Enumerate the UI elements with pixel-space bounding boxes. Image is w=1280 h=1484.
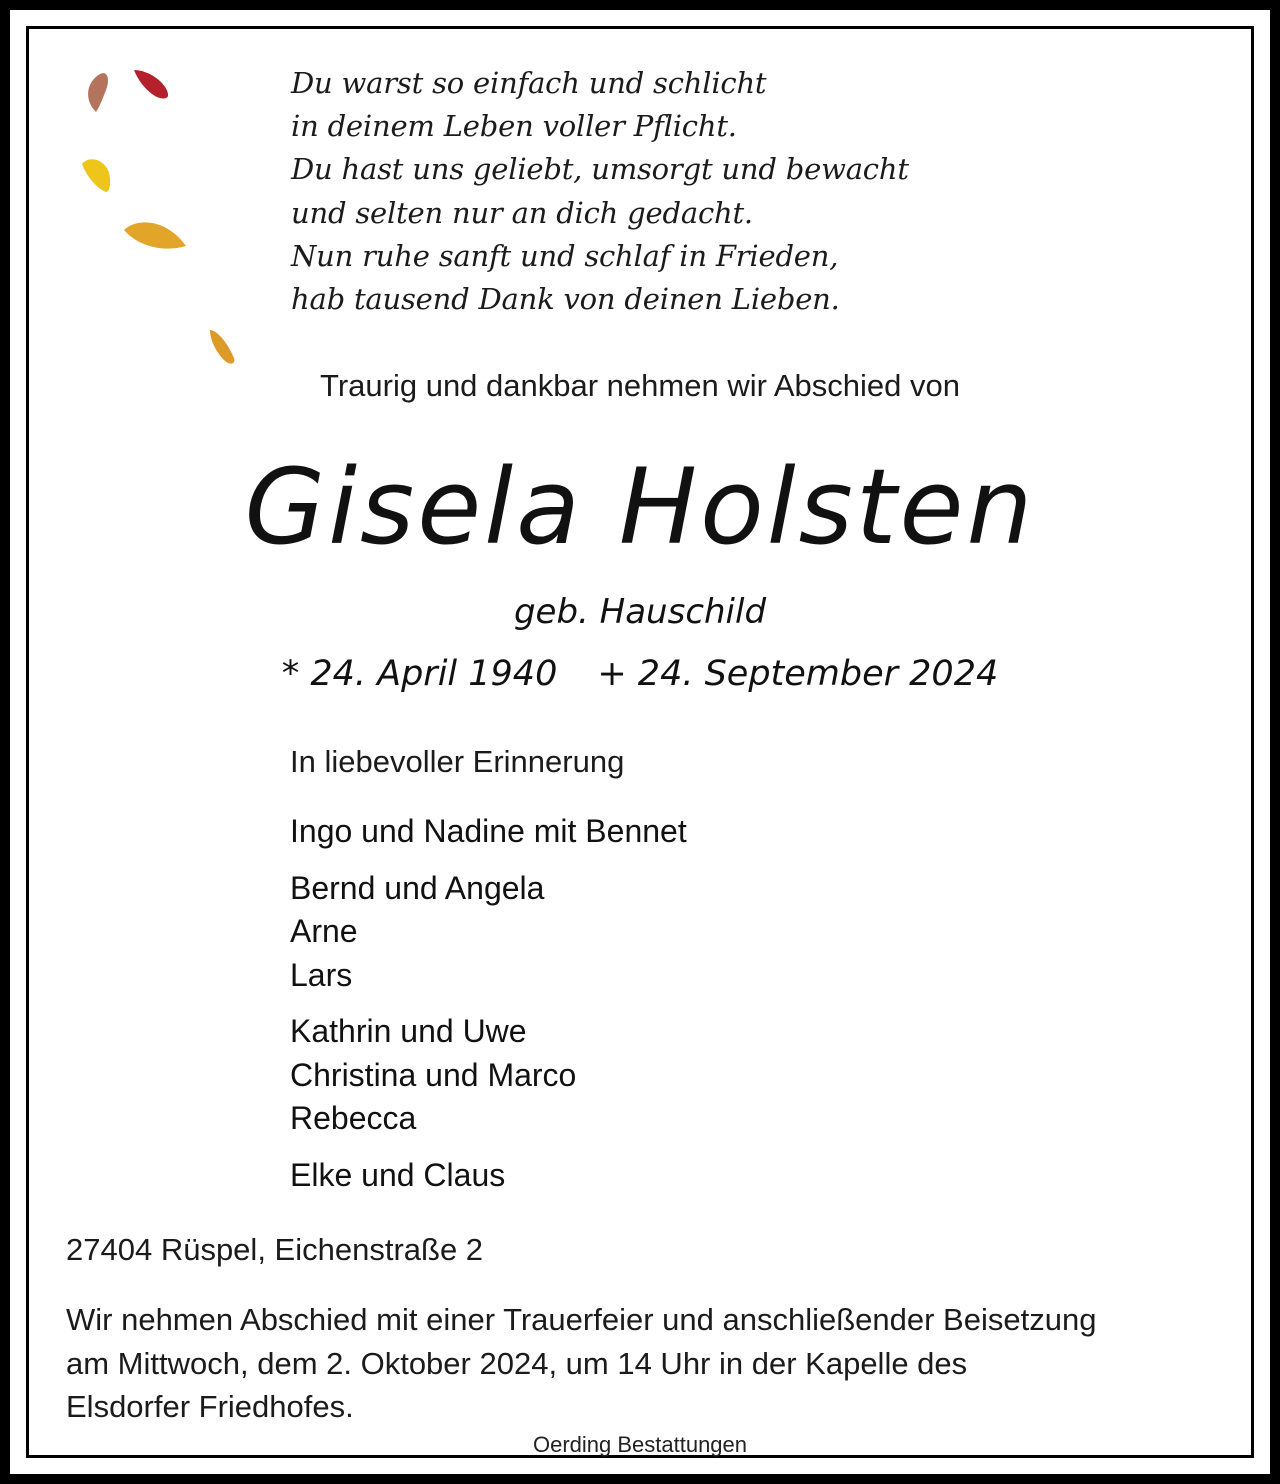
family-member: Ingo und Nadine mit Bennet xyxy=(290,813,687,849)
maiden-name: geb. Hauschild xyxy=(513,592,767,632)
leaf-brown-icon xyxy=(88,73,108,112)
birth-date: * 24. April 1940 xyxy=(281,654,558,694)
family-member: Lars xyxy=(290,956,353,993)
poem-line: und selten nur an dich gedacht. xyxy=(291,195,753,230)
service-line: Wir nehmen Abschied mit einer Trauerfeier und anschließender Beisetzung xyxy=(66,1302,1097,1337)
leaf-orange-icon xyxy=(124,222,186,248)
family-member: Arne xyxy=(290,913,358,949)
falling-leaves-decoration xyxy=(70,60,260,380)
undertaker-credit: Oerding Bestattungen xyxy=(532,1432,748,1457)
life-dates xyxy=(0,654,1280,694)
service-announcement xyxy=(66,1298,1226,1429)
poem-line: in deinem Leben voller Pflicht. xyxy=(291,109,737,144)
leaf-yellow-icon xyxy=(82,159,110,192)
service-line: am Mittwoch, dem 2. Oktober 2024, um 14 Uhr in der Kapelle des xyxy=(66,1345,968,1381)
poem-line: Du hast uns geliebt, umsorgt und bewacht xyxy=(291,152,909,187)
death-date: + 24. September 2024 xyxy=(597,654,999,694)
leaf-red-icon xyxy=(134,70,168,99)
poem-line: Du warst so einfach und schlicht xyxy=(291,66,767,100)
family-member: Elke und Claus xyxy=(290,1156,506,1193)
service-line: Elsdorfer Friedhofes. xyxy=(66,1389,354,1424)
intro-text-content: Traurig und dankbar nehmen wir Abschied von xyxy=(320,368,960,403)
family-member: Kathrin und Uwe xyxy=(290,1013,527,1049)
deceased-name: Gisela Holsten xyxy=(244,446,1036,568)
family-group xyxy=(290,1154,687,1198)
family-list xyxy=(290,810,687,1210)
family-group xyxy=(290,810,687,854)
family-member: Rebecca xyxy=(290,1100,417,1136)
leaf-amber-icon xyxy=(210,330,234,364)
family-group xyxy=(290,1010,687,1141)
poem xyxy=(291,62,909,321)
intro-text xyxy=(0,368,1280,404)
family-group xyxy=(290,867,687,998)
memory-line: In liebevoller Erinnerung xyxy=(290,744,625,779)
poem-line: hab tausend Dank von deinen Lieben. xyxy=(291,282,840,317)
family-member: Bernd und Angela xyxy=(290,869,545,906)
poem-line: Nun ruhe sanft und schlaf in Frieden, xyxy=(291,238,839,273)
address: 27404 Rüspel, Eichenstraße 2 xyxy=(66,1232,484,1267)
family-member: Christina und Marco xyxy=(290,1056,577,1093)
